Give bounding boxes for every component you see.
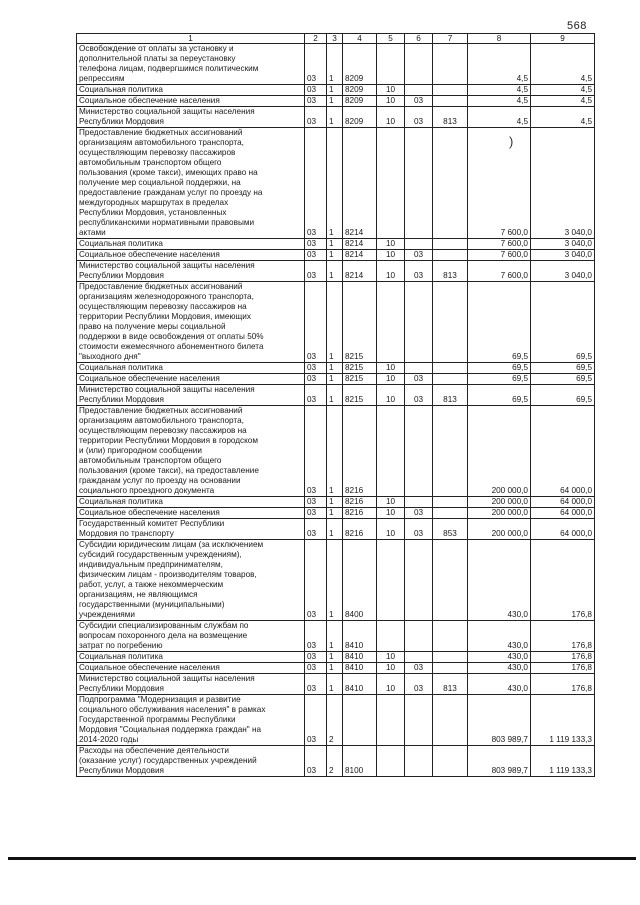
row-value-cell: 10 [377, 663, 405, 674]
row-value-cell: 69,5 [468, 363, 531, 374]
row-value-cell: 176,8 [531, 663, 595, 674]
row-value-cell: 03 [305, 44, 327, 85]
row-value-cell: 3 040,0 [531, 128, 595, 239]
row-value-cell: 03 [305, 621, 327, 652]
row-value-cell: 1 [327, 508, 343, 519]
row-value-cell: 4,5 [531, 85, 595, 96]
row-value-cell: 03 [305, 695, 327, 746]
row-value-cell: 176,8 [531, 652, 595, 663]
column-header: 9 [531, 34, 595, 44]
row-value-cell [343, 695, 377, 746]
row-value-cell: 10 [377, 107, 405, 128]
row-name-cell: Социальное обеспечение населения [77, 96, 305, 107]
row-value-cell: 176,8 [531, 540, 595, 621]
row-name-cell: Социальная политика [77, 85, 305, 96]
row-value-cell: 69,5 [468, 385, 531, 406]
row-name-cell: Государственный комитет Республики Мордовия по транспорту [77, 519, 305, 540]
row-value-cell [405, 746, 433, 777]
row-value-cell: 1 [327, 239, 343, 250]
row-value-cell: 1 [327, 85, 343, 96]
row-value-cell [433, 497, 468, 508]
row-value-cell: 10 [377, 250, 405, 261]
table-row [77, 96, 595, 107]
row-value-cell: 430,0 [468, 621, 531, 652]
row-name-cell: Социальное обеспечение населения [77, 508, 305, 519]
row-value-cell [405, 695, 433, 746]
row-value-cell: 03 [305, 239, 327, 250]
table-row [77, 363, 595, 374]
row-value-cell: 03 [305, 519, 327, 540]
row-value-cell: 10 [377, 674, 405, 695]
row-value-cell: 4,5 [531, 107, 595, 128]
row-value-cell: 8410 [343, 674, 377, 695]
footer-rule [8, 857, 636, 860]
row-value-cell: 8216 [343, 508, 377, 519]
row-value-cell [405, 85, 433, 96]
table-row [77, 128, 595, 239]
row-value-cell [433, 695, 468, 746]
row-value-cell: 803 989,7 [468, 695, 531, 746]
table-row [77, 621, 595, 652]
row-name-cell: Министерство социальной защиты населения Республики Мордовия [77, 107, 305, 128]
row-name-cell: Социальное обеспечение населения [77, 663, 305, 674]
row-name-cell: Министерство социальной защиты населения Республики Мордовия [77, 674, 305, 695]
row-value-cell: 813 [433, 107, 468, 128]
row-value-cell: 03 [305, 406, 327, 497]
row-value-cell: 1 [327, 497, 343, 508]
row-value-cell: 8215 [343, 374, 377, 385]
table-row [77, 261, 595, 282]
row-value-cell: 69,5 [468, 374, 531, 385]
row-value-cell: 4,5 [531, 44, 595, 85]
table-row [77, 107, 595, 128]
row-name-cell: Подпрограмма "Модернизация и развитие социального обслуживания населения" в рамках Государственной программы Республики Мордовия "Социальная поддержка граждан" на 2014-2020 годы [77, 695, 305, 746]
row-value-cell: 10 [377, 96, 405, 107]
row-value-cell: 8214 [343, 128, 377, 239]
row-value-cell: 1 [327, 374, 343, 385]
row-value-cell: 69,5 [531, 385, 595, 406]
row-value-cell: 03 [405, 107, 433, 128]
row-value-cell: 8216 [343, 406, 377, 497]
row-value-cell [433, 746, 468, 777]
row-value-cell: 7 600,0 [468, 261, 531, 282]
row-value-cell: 7 600,0 [468, 239, 531, 250]
page-number: 568 [567, 20, 587, 32]
row-value-cell: 1 [327, 261, 343, 282]
row-name-cell: Социальное обеспечение населения [77, 250, 305, 261]
row-value-cell: 03 [305, 261, 327, 282]
table-row [77, 385, 595, 406]
row-value-cell: 1 [327, 540, 343, 621]
row-value-cell: 03 [405, 261, 433, 282]
row-value-cell: 03 [405, 96, 433, 107]
handwritten-mark: ) [509, 134, 514, 149]
row-value-cell: 1 [327, 674, 343, 695]
row-value-cell: 03 [305, 363, 327, 374]
table-row [77, 540, 595, 621]
row-value-cell: 1 119 133,3 [531, 746, 595, 777]
row-value-cell: 200 000,0 [468, 519, 531, 540]
row-value-cell: 10 [377, 374, 405, 385]
row-value-cell: 64 000,0 [531, 508, 595, 519]
row-value-cell: 430,0 [468, 674, 531, 695]
row-value-cell: 1 [327, 406, 343, 497]
row-value-cell: 430,0 [468, 540, 531, 621]
table-row [77, 746, 595, 777]
row-value-cell: 4,5 [468, 85, 531, 96]
row-value-cell: 853 [433, 519, 468, 540]
row-value-cell: 200 000,0 [468, 406, 531, 497]
row-name-cell: Социальная политика [77, 363, 305, 374]
row-name-cell: Министерство социальной защиты населения Республики Мордовия [77, 385, 305, 406]
row-value-cell [405, 44, 433, 85]
row-value-cell: 8214 [343, 261, 377, 282]
row-value-cell: 03 [405, 508, 433, 519]
row-value-cell: 2 [327, 695, 343, 746]
row-value-cell: 1 [327, 652, 343, 663]
row-name-cell: Министерство социальной защиты населения Республики Мордовия [77, 261, 305, 282]
row-value-cell: 03 [305, 508, 327, 519]
row-value-cell [405, 406, 433, 497]
table-row [77, 695, 595, 746]
row-value-cell [405, 497, 433, 508]
table-header-row [77, 34, 595, 44]
row-value-cell: 10 [377, 261, 405, 282]
row-value-cell: 64 000,0 [531, 497, 595, 508]
row-value-cell [433, 621, 468, 652]
row-name-cell: Социальная политика [77, 239, 305, 250]
row-name-cell: Субсидии юридическим лицам (за исключением субсидий государственным учреждениям), индивидуальным предпринимателям, физическим лицам - производителям товаров, работ, услуг, а также некоммерческим организациям, не являющимся государственными (муниципальными) учреждениями [77, 540, 305, 621]
table-row [77, 85, 595, 96]
row-value-cell: 813 [433, 385, 468, 406]
row-value-cell: 8215 [343, 363, 377, 374]
row-value-cell: 69,5 [531, 374, 595, 385]
row-name-cell: Предоставление бюджетных ассигнований организациям автомобильного транспорта, осуществляющим перевозку пассажиров автомобильным транспортом общего пользования (кроме такси), имеющих право на получение мер социальной поддержки, на предоставление гражданам услуг по проезду на междугородных маршрутах в пределах Республики Мордовия, установленных республиканскими нормативными правовыми актами [77, 128, 305, 239]
row-value-cell: 8410 [343, 663, 377, 674]
row-value-cell: 8216 [343, 497, 377, 508]
row-value-cell [405, 239, 433, 250]
row-value-cell [377, 282, 405, 363]
row-value-cell: 03 [405, 250, 433, 261]
row-value-cell [405, 621, 433, 652]
row-value-cell: 1 [327, 44, 343, 85]
row-value-cell: 10 [377, 239, 405, 250]
row-value-cell: 4,5 [531, 96, 595, 107]
table-row [77, 508, 595, 519]
row-value-cell: 200 000,0 [468, 497, 531, 508]
row-value-cell: 1 [327, 663, 343, 674]
row-value-cell: 10 [377, 385, 405, 406]
row-value-cell: 4,5 [468, 107, 531, 128]
row-value-cell: 03 [305, 674, 327, 695]
row-value-cell [433, 44, 468, 85]
row-value-cell: 813 [433, 674, 468, 695]
row-name-cell: Социальная политика [77, 652, 305, 663]
row-value-cell: 8209 [343, 107, 377, 128]
row-value-cell: 813 [433, 261, 468, 282]
table-row [77, 250, 595, 261]
table-row [77, 239, 595, 250]
row-name-cell: Социальное обеспечение населения [77, 374, 305, 385]
row-value-cell: 03 [305, 497, 327, 508]
table-row [77, 44, 595, 85]
row-value-cell: 8209 [343, 44, 377, 85]
row-value-cell: 03 [405, 674, 433, 695]
row-value-cell [377, 128, 405, 239]
column-header: 3 [327, 34, 343, 44]
row-value-cell: 3 040,0 [531, 250, 595, 261]
row-value-cell: 03 [405, 385, 433, 406]
table-row [77, 374, 595, 385]
table-row [77, 519, 595, 540]
row-value-cell [433, 374, 468, 385]
row-value-cell [405, 540, 433, 621]
row-name-cell: Предоставление бюджетных ассигнований организациям автомобильного транспорта, осуществляющим перевозку пассажиров на территории Республики Мордовия в городском и (или) пригородном сообщении автомобильным транспортом общего пользования (кроме такси), на предоставление гражданам услуг по проезду на основании социального проездного документа [77, 406, 305, 497]
row-value-cell: 200 000,0 [468, 508, 531, 519]
row-value-cell [433, 540, 468, 621]
row-value-cell [433, 282, 468, 363]
row-value-cell: 1 [327, 96, 343, 107]
column-header: 5 [377, 34, 405, 44]
row-value-cell: 03 [405, 663, 433, 674]
row-value-cell [405, 128, 433, 239]
table-row [77, 663, 595, 674]
row-value-cell [433, 663, 468, 674]
row-value-cell: 03 [305, 652, 327, 663]
table-row [77, 497, 595, 508]
row-value-cell [377, 621, 405, 652]
row-value-cell: 1 119 133,3 [531, 695, 595, 746]
row-value-cell: 1 [327, 107, 343, 128]
column-header: 2 [305, 34, 327, 44]
row-name-cell: Субсидии специализированным службам по вопросам похоронного дела на возмещение затрат по погребению [77, 621, 305, 652]
row-value-cell [433, 96, 468, 107]
budget-table [76, 33, 595, 777]
row-value-cell: 03 [305, 663, 327, 674]
row-value-cell: 1 [327, 385, 343, 406]
row-value-cell: 69,5 [531, 282, 595, 363]
row-value-cell [405, 363, 433, 374]
row-name-cell: Предоставление бюджетных ассигнований организациям железнодорожного транспорта, осуществляющим перевозку пассажиров на территории Республики Мордовия, имеющих право на получение меры социальной поддержки в виде освобождения от оплаты 50% стоимости ежемесячного абонементного билета "выходного дня" [77, 282, 305, 363]
row-value-cell [377, 44, 405, 85]
row-value-cell [377, 406, 405, 497]
row-value-cell: 803 989,7 [468, 746, 531, 777]
row-value-cell [405, 282, 433, 363]
table-row [77, 674, 595, 695]
row-value-cell: 8209 [343, 96, 377, 107]
column-header: 6 [405, 34, 433, 44]
row-value-cell: 03 [305, 540, 327, 621]
row-name-cell: Освобождение от оплаты за установку и дополнительной платы за переустановку телефона лицам, подвергшимся политическим репрессиям [77, 44, 305, 85]
row-value-cell: 1 [327, 519, 343, 540]
table-row [77, 282, 595, 363]
row-value-cell: 64 000,0 [531, 406, 595, 497]
row-value-cell: 03 [405, 519, 433, 540]
row-value-cell [433, 406, 468, 497]
row-value-cell: 2 [327, 746, 343, 777]
row-value-cell [433, 363, 468, 374]
row-value-cell: 8214 [343, 239, 377, 250]
row-value-cell: 64 000,0 [531, 519, 595, 540]
row-name-cell: Расходы на обеспечение деятельности (оказание услуг) государственных учреждений Республики Мордовия [77, 746, 305, 777]
row-value-cell [377, 695, 405, 746]
row-value-cell: 10 [377, 519, 405, 540]
row-value-cell: 03 [305, 746, 327, 777]
row-value-cell: 8216 [343, 519, 377, 540]
row-value-cell: 176,8 [531, 621, 595, 652]
row-value-cell: 430,0 [468, 652, 531, 663]
row-value-cell: 03 [305, 282, 327, 363]
row-value-cell [433, 508, 468, 519]
row-value-cell: 03 [305, 96, 327, 107]
column-header: 1 [77, 34, 305, 44]
row-value-cell [433, 652, 468, 663]
row-value-cell: 03 [305, 128, 327, 239]
row-value-cell: 03 [305, 107, 327, 128]
row-value-cell: 8400 [343, 540, 377, 621]
table-row [77, 406, 595, 497]
row-value-cell: 1 [327, 250, 343, 261]
row-value-cell: 03 [305, 85, 327, 96]
row-value-cell: 1 [327, 282, 343, 363]
row-value-cell: 10 [377, 497, 405, 508]
row-value-cell: 03 [305, 374, 327, 385]
row-value-cell: 7 600,0 [468, 128, 531, 239]
row-value-cell [433, 250, 468, 261]
row-value-cell [433, 85, 468, 96]
row-value-cell [405, 652, 433, 663]
row-value-cell: 69,5 [468, 282, 531, 363]
row-value-cell: 03 [305, 250, 327, 261]
row-value-cell: 1 [327, 621, 343, 652]
row-value-cell: 8214 [343, 250, 377, 261]
row-value-cell: 176,8 [531, 674, 595, 695]
row-value-cell: 69,5 [531, 363, 595, 374]
row-value-cell [377, 540, 405, 621]
row-value-cell: 03 [305, 385, 327, 406]
row-value-cell: 3 040,0 [531, 261, 595, 282]
column-header: 8 [468, 34, 531, 44]
row-value-cell: 8215 [343, 385, 377, 406]
row-value-cell: 3 040,0 [531, 239, 595, 250]
row-value-cell: 1 [327, 363, 343, 374]
row-value-cell: 7 600,0 [468, 250, 531, 261]
table-row [77, 652, 595, 663]
row-value-cell: 8215 [343, 282, 377, 363]
row-value-cell: 8410 [343, 621, 377, 652]
row-value-cell: 10 [377, 652, 405, 663]
row-value-cell: 4,5 [468, 44, 531, 85]
row-value-cell: 8209 [343, 85, 377, 96]
row-value-cell: 430,0 [468, 663, 531, 674]
row-name-cell: Социальная политика [77, 497, 305, 508]
row-value-cell [433, 128, 468, 239]
row-value-cell: 1 [327, 128, 343, 239]
column-header: 4 [343, 34, 377, 44]
row-value-cell: 10 [377, 85, 405, 96]
row-value-cell: 03 [405, 374, 433, 385]
row-value-cell: 4,5 [468, 96, 531, 107]
row-value-cell: 8410 [343, 652, 377, 663]
row-value-cell: 10 [377, 363, 405, 374]
row-value-cell: 10 [377, 508, 405, 519]
row-value-cell [433, 239, 468, 250]
row-value-cell [377, 746, 405, 777]
row-value-cell: 8100 [343, 746, 377, 777]
column-header: 7 [433, 34, 468, 44]
